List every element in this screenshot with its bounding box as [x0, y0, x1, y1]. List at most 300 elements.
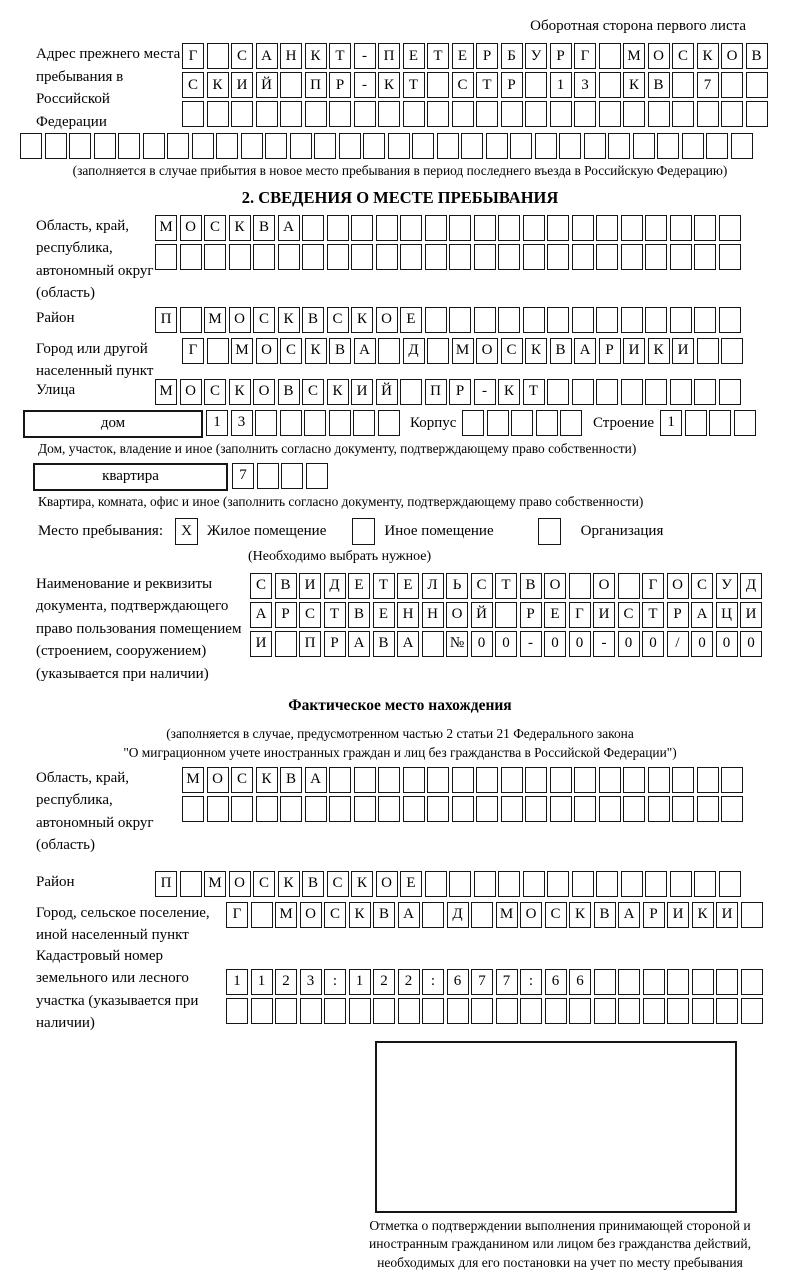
char-cell[interactable]: У	[525, 43, 547, 69]
char-cell[interactable]	[498, 871, 520, 897]
char-cell[interactable]	[741, 998, 763, 1024]
char-cell[interactable]: Т	[403, 72, 425, 98]
char-cell[interactable]	[449, 871, 471, 897]
char-cell[interactable]	[574, 767, 596, 793]
char-cell[interactable]	[697, 767, 719, 793]
char-cell[interactable]: К	[229, 379, 251, 405]
char-cell[interactable]: Т	[642, 602, 664, 628]
char-cell[interactable]	[572, 379, 594, 405]
char-cell[interactable]: 7	[496, 969, 518, 995]
char-cell[interactable]: Е	[397, 573, 419, 599]
char-cell[interactable]: Р	[520, 602, 542, 628]
char-cell[interactable]: Й	[256, 72, 278, 98]
char-cell[interactable]	[599, 72, 621, 98]
char-cell[interactable]	[633, 133, 655, 159]
char-cell[interactable]	[306, 463, 328, 489]
char-cell[interactable]	[694, 379, 716, 405]
char-cell[interactable]	[425, 244, 447, 270]
char-cell[interactable]	[452, 796, 474, 822]
char-cell[interactable]	[596, 244, 618, 270]
char-cell[interactable]	[351, 244, 373, 270]
char-cell[interactable]: А	[278, 215, 300, 241]
char-cell[interactable]: 2	[275, 969, 297, 995]
char-cell[interactable]	[118, 133, 140, 159]
char-cell[interactable]	[422, 631, 444, 657]
char-cell[interactable]	[388, 133, 410, 159]
char-cell[interactable]	[645, 871, 667, 897]
char-cell[interactable]: В	[348, 602, 370, 628]
char-cell[interactable]: К	[648, 338, 670, 364]
char-cell[interactable]	[378, 796, 400, 822]
char-cell[interactable]	[229, 244, 251, 270]
char-cell[interactable]: О	[667, 573, 689, 599]
char-cell[interactable]	[498, 307, 520, 333]
char-cell[interactable]	[474, 871, 496, 897]
char-cell[interactable]	[226, 998, 248, 1024]
char-cell[interactable]	[378, 338, 400, 364]
char-cell[interactable]	[143, 133, 165, 159]
char-cell[interactable]	[496, 998, 518, 1024]
char-cell[interactable]: О	[446, 602, 468, 628]
char-cell[interactable]	[280, 410, 302, 436]
char-cell[interactable]	[422, 902, 444, 928]
char-cell[interactable]	[560, 410, 582, 436]
char-cell[interactable]	[425, 307, 447, 333]
char-cell[interactable]	[354, 796, 376, 822]
char-cell[interactable]: В	[278, 379, 300, 405]
char-cell[interactable]	[623, 767, 645, 793]
char-cell[interactable]: Б	[501, 43, 523, 69]
char-cell[interactable]: О	[207, 767, 229, 793]
char-cell[interactable]: И	[672, 338, 694, 364]
char-cell[interactable]: Г	[226, 902, 248, 928]
char-cell[interactable]	[746, 72, 768, 98]
char-cell[interactable]	[618, 998, 640, 1024]
char-cell[interactable]	[461, 133, 483, 159]
char-cell[interactable]	[697, 101, 719, 127]
char-cell[interactable]	[523, 871, 545, 897]
char-cell[interactable]: К	[256, 767, 278, 793]
char-cell[interactable]: И	[593, 602, 615, 628]
char-cell[interactable]	[694, 244, 716, 270]
char-cell[interactable]	[574, 796, 596, 822]
char-cell[interactable]: П	[378, 43, 400, 69]
char-cell[interactable]: 1	[349, 969, 371, 995]
char-cell[interactable]	[290, 133, 312, 159]
char-cell[interactable]	[182, 101, 204, 127]
char-cell[interactable]: А	[348, 631, 370, 657]
char-cell[interactable]	[305, 101, 327, 127]
char-cell[interactable]: К	[278, 871, 300, 897]
char-cell[interactable]	[734, 410, 756, 436]
char-cell[interactable]	[594, 969, 616, 995]
char-cell[interactable]: С	[280, 338, 302, 364]
char-cell[interactable]: М	[204, 307, 226, 333]
char-cell[interactable]	[741, 902, 763, 928]
char-cell[interactable]: О	[256, 338, 278, 364]
char-cell[interactable]	[547, 307, 569, 333]
char-cell[interactable]: О	[376, 871, 398, 897]
char-cell[interactable]	[525, 72, 547, 98]
char-cell[interactable]: П	[425, 379, 447, 405]
char-cell[interactable]	[280, 72, 302, 98]
char-cell[interactable]	[403, 101, 425, 127]
char-cell[interactable]	[599, 101, 621, 127]
char-cell[interactable]	[376, 244, 398, 270]
char-cell[interactable]	[471, 902, 493, 928]
char-cell[interactable]: О	[721, 43, 743, 69]
char-cell[interactable]	[427, 72, 449, 98]
char-cell[interactable]: О	[229, 307, 251, 333]
char-cell[interactable]: Р	[449, 379, 471, 405]
char-cell[interactable]	[535, 133, 557, 159]
char-cell[interactable]: Т	[427, 43, 449, 69]
char-cell[interactable]	[501, 101, 523, 127]
char-cell[interactable]: К	[229, 215, 251, 241]
char-cell[interactable]	[427, 767, 449, 793]
char-cell[interactable]: С	[299, 602, 321, 628]
char-cell[interactable]: С	[327, 307, 349, 333]
char-cell[interactable]	[327, 215, 349, 241]
char-cell[interactable]: М	[155, 215, 177, 241]
char-cell[interactable]: О	[229, 871, 251, 897]
char-cell[interactable]	[667, 969, 689, 995]
char-cell[interactable]	[462, 410, 484, 436]
char-cell[interactable]	[645, 379, 667, 405]
char-cell[interactable]: П	[305, 72, 327, 98]
char-cell[interactable]	[621, 379, 643, 405]
char-cell[interactable]: Г	[574, 43, 596, 69]
char-cell[interactable]	[719, 215, 741, 241]
char-cell[interactable]	[621, 244, 643, 270]
char-cell[interactable]	[324, 998, 346, 1024]
char-cell[interactable]	[525, 796, 547, 822]
char-cell[interactable]: К	[305, 43, 327, 69]
char-cell[interactable]: И	[716, 902, 738, 928]
char-cell[interactable]: С	[204, 215, 226, 241]
char-cell[interactable]	[302, 244, 324, 270]
char-cell[interactable]	[278, 244, 300, 270]
char-cell[interactable]	[672, 796, 694, 822]
char-cell[interactable]: С	[324, 902, 346, 928]
char-cell[interactable]: 1	[206, 410, 228, 436]
char-cell[interactable]: -	[593, 631, 615, 657]
char-cell[interactable]: -	[354, 43, 376, 69]
char-cell[interactable]	[427, 101, 449, 127]
char-cell[interactable]: Г	[642, 573, 664, 599]
char-cell[interactable]: О	[476, 338, 498, 364]
char-cell[interactable]	[265, 133, 287, 159]
char-cell[interactable]	[741, 969, 763, 995]
char-cell[interactable]: К	[692, 902, 714, 928]
char-cell[interactable]	[373, 998, 395, 1024]
char-cell[interactable]: М	[452, 338, 474, 364]
char-cell[interactable]	[523, 244, 545, 270]
char-cell[interactable]	[719, 871, 741, 897]
char-cell[interactable]	[403, 767, 425, 793]
char-cell[interactable]: Т	[495, 573, 517, 599]
char-cell[interactable]: С	[691, 573, 713, 599]
char-cell[interactable]: Е	[400, 307, 422, 333]
char-cell[interactable]: С	[250, 573, 272, 599]
char-cell[interactable]	[378, 101, 400, 127]
char-cell[interactable]	[643, 998, 665, 1024]
char-cell[interactable]	[621, 871, 643, 897]
char-cell[interactable]	[192, 133, 214, 159]
char-cell[interactable]: М	[623, 43, 645, 69]
char-cell[interactable]: А	[256, 43, 278, 69]
char-cell[interactable]	[255, 410, 277, 436]
char-cell[interactable]: :	[422, 969, 444, 995]
char-cell[interactable]: Р	[599, 338, 621, 364]
char-cell[interactable]: А	[397, 631, 419, 657]
char-cell[interactable]	[694, 215, 716, 241]
char-cell[interactable]: Д	[447, 902, 469, 928]
char-cell[interactable]: С	[471, 573, 493, 599]
char-cell[interactable]: 0	[716, 631, 738, 657]
char-cell[interactable]	[621, 307, 643, 333]
char-cell[interactable]	[452, 101, 474, 127]
char-cell[interactable]	[412, 133, 434, 159]
char-cell[interactable]	[648, 101, 670, 127]
char-cell[interactable]	[525, 767, 547, 793]
char-cell[interactable]: И	[231, 72, 253, 98]
char-cell[interactable]	[569, 573, 591, 599]
char-cell[interactable]	[523, 215, 545, 241]
char-cell[interactable]	[476, 796, 498, 822]
char-cell[interactable]	[182, 796, 204, 822]
char-cell[interactable]: В	[329, 338, 351, 364]
char-cell[interactable]	[559, 133, 581, 159]
char-cell[interactable]	[599, 796, 621, 822]
char-cell[interactable]: №	[446, 631, 468, 657]
char-cell[interactable]	[584, 133, 606, 159]
char-cell[interactable]: В	[373, 631, 395, 657]
char-cell[interactable]	[550, 767, 572, 793]
char-cell[interactable]	[670, 244, 692, 270]
char-cell[interactable]: К	[378, 72, 400, 98]
char-cell[interactable]: Г	[182, 43, 204, 69]
char-cell[interactable]: К	[569, 902, 591, 928]
char-cell[interactable]: Т	[523, 379, 545, 405]
char-cell[interactable]: Р	[324, 631, 346, 657]
char-cell[interactable]: /	[667, 631, 689, 657]
char-cell[interactable]: 1	[226, 969, 248, 995]
char-cell[interactable]: Е	[400, 871, 422, 897]
char-cell[interactable]	[719, 244, 741, 270]
char-cell[interactable]: К	[327, 379, 349, 405]
char-cell[interactable]	[487, 410, 509, 436]
char-cell[interactable]	[329, 767, 351, 793]
char-cell[interactable]	[180, 244, 202, 270]
char-cell[interactable]: П	[155, 871, 177, 897]
char-cell[interactable]: П	[155, 307, 177, 333]
char-cell[interactable]	[716, 969, 738, 995]
char-cell[interactable]	[692, 998, 714, 1024]
char-cell[interactable]: 1	[251, 969, 273, 995]
char-cell[interactable]: И	[299, 573, 321, 599]
char-cell[interactable]: Е	[348, 573, 370, 599]
char-cell[interactable]	[476, 767, 498, 793]
char-cell[interactable]	[437, 133, 459, 159]
char-cell[interactable]	[645, 244, 667, 270]
char-cell[interactable]: Л	[422, 573, 444, 599]
char-cell[interactable]: Д	[403, 338, 425, 364]
char-cell[interactable]: Р	[550, 43, 572, 69]
char-cell[interactable]	[302, 215, 324, 241]
char-cell[interactable]	[304, 410, 326, 436]
char-cell[interactable]: В	[594, 902, 616, 928]
char-cell[interactable]: К	[697, 43, 719, 69]
char-cell[interactable]: С	[253, 871, 275, 897]
char-cell[interactable]	[670, 307, 692, 333]
char-cell[interactable]	[721, 101, 743, 127]
char-cell[interactable]: О	[544, 573, 566, 599]
char-cell[interactable]	[525, 101, 547, 127]
char-cell[interactable]: 0	[618, 631, 640, 657]
char-cell[interactable]: 3	[574, 72, 596, 98]
char-cell[interactable]	[520, 998, 542, 1024]
char-cell[interactable]	[231, 101, 253, 127]
char-cell[interactable]	[596, 307, 618, 333]
char-cell[interactable]: О	[648, 43, 670, 69]
char-cell[interactable]	[694, 307, 716, 333]
char-cell[interactable]: 0	[495, 631, 517, 657]
char-cell[interactable]	[241, 133, 263, 159]
char-cell[interactable]	[300, 998, 322, 1024]
char-cell[interactable]: С	[327, 871, 349, 897]
char-cell[interactable]: Е	[403, 43, 425, 69]
char-cell[interactable]: И	[250, 631, 272, 657]
char-cell[interactable]	[672, 101, 694, 127]
char-cell[interactable]	[256, 796, 278, 822]
char-cell[interactable]: В	[550, 338, 572, 364]
char-cell[interactable]	[427, 338, 449, 364]
char-cell[interactable]	[474, 215, 496, 241]
char-cell[interactable]	[231, 796, 253, 822]
char-cell[interactable]	[547, 871, 569, 897]
char-cell[interactable]: Й	[471, 602, 493, 628]
char-cell[interactable]: С	[452, 72, 474, 98]
char-cell[interactable]: К	[305, 338, 327, 364]
char-cell[interactable]: С	[672, 43, 694, 69]
char-cell[interactable]	[645, 307, 667, 333]
char-cell[interactable]: Й	[376, 379, 398, 405]
char-cell[interactable]	[378, 767, 400, 793]
char-cell[interactable]: У	[716, 573, 738, 599]
char-cell[interactable]	[353, 410, 375, 436]
char-cell[interactable]: М	[275, 902, 297, 928]
char-cell[interactable]	[251, 998, 273, 1024]
char-cell[interactable]: 2	[373, 969, 395, 995]
char-cell[interactable]: И	[740, 602, 762, 628]
char-cell[interactable]	[501, 796, 523, 822]
char-cell[interactable]: 0	[569, 631, 591, 657]
char-cell[interactable]: 3	[231, 410, 253, 436]
char-cell[interactable]: А	[691, 602, 713, 628]
char-cell[interactable]: Т	[373, 573, 395, 599]
char-cell[interactable]	[672, 767, 694, 793]
char-cell[interactable]: Р	[501, 72, 523, 98]
char-cell[interactable]: 1	[550, 72, 572, 98]
char-cell[interactable]	[314, 133, 336, 159]
char-cell[interactable]	[207, 338, 229, 364]
char-cell[interactable]	[329, 101, 351, 127]
char-cell[interactable]	[275, 998, 297, 1024]
char-cell[interactable]	[45, 133, 67, 159]
char-cell[interactable]	[667, 998, 689, 1024]
char-cell[interactable]: Г	[569, 602, 591, 628]
char-cell[interactable]	[719, 379, 741, 405]
residence-checkbox-dwelling[interactable]: X	[175, 518, 198, 545]
char-cell[interactable]: 0	[642, 631, 664, 657]
char-cell[interactable]: М	[155, 379, 177, 405]
char-cell[interactable]: Р	[643, 902, 665, 928]
char-cell[interactable]	[547, 215, 569, 241]
char-cell[interactable]	[731, 133, 753, 159]
char-cell[interactable]: М	[231, 338, 253, 364]
char-cell[interactable]: В	[520, 573, 542, 599]
char-cell[interactable]: С	[302, 379, 324, 405]
char-cell[interactable]	[648, 796, 670, 822]
char-cell[interactable]	[354, 101, 376, 127]
char-cell[interactable]	[495, 602, 517, 628]
char-cell[interactable]	[400, 215, 422, 241]
char-cell[interactable]	[471, 998, 493, 1024]
char-cell[interactable]	[550, 101, 572, 127]
char-cell[interactable]: Е	[544, 602, 566, 628]
char-cell[interactable]: В	[373, 902, 395, 928]
char-cell[interactable]: 7	[697, 72, 719, 98]
char-cell[interactable]: А	[354, 338, 376, 364]
char-cell[interactable]: С	[501, 338, 523, 364]
char-cell[interactable]: К	[498, 379, 520, 405]
char-cell[interactable]: К	[351, 871, 373, 897]
char-cell[interactable]: Г	[182, 338, 204, 364]
char-cell[interactable]: А	[574, 338, 596, 364]
char-cell[interactable]	[643, 969, 665, 995]
char-cell[interactable]: Т	[324, 602, 346, 628]
char-cell[interactable]	[572, 871, 594, 897]
char-cell[interactable]: А	[305, 767, 327, 793]
char-cell[interactable]	[327, 244, 349, 270]
char-cell[interactable]	[422, 998, 444, 1024]
char-cell[interactable]: -	[354, 72, 376, 98]
char-cell[interactable]	[501, 767, 523, 793]
char-cell[interactable]: В	[746, 43, 768, 69]
char-cell[interactable]: В	[275, 573, 297, 599]
char-cell[interactable]: 0	[544, 631, 566, 657]
char-cell[interactable]	[207, 796, 229, 822]
char-cell[interactable]	[709, 410, 731, 436]
char-cell[interactable]	[449, 307, 471, 333]
char-cell[interactable]: 0	[471, 631, 493, 657]
char-cell[interactable]: С	[231, 43, 253, 69]
char-cell[interactable]	[329, 410, 351, 436]
char-cell[interactable]: Р	[275, 602, 297, 628]
char-cell[interactable]	[511, 410, 533, 436]
char-cell[interactable]	[670, 379, 692, 405]
char-cell[interactable]	[692, 969, 714, 995]
char-cell[interactable]: О	[180, 379, 202, 405]
char-cell[interactable]	[474, 307, 496, 333]
char-cell[interactable]: С	[204, 379, 226, 405]
char-cell[interactable]: 0	[691, 631, 713, 657]
char-cell[interactable]: Н	[397, 602, 419, 628]
residence-checkbox-organization[interactable]	[538, 518, 561, 545]
char-cell[interactable]	[719, 307, 741, 333]
char-cell[interactable]	[180, 871, 202, 897]
